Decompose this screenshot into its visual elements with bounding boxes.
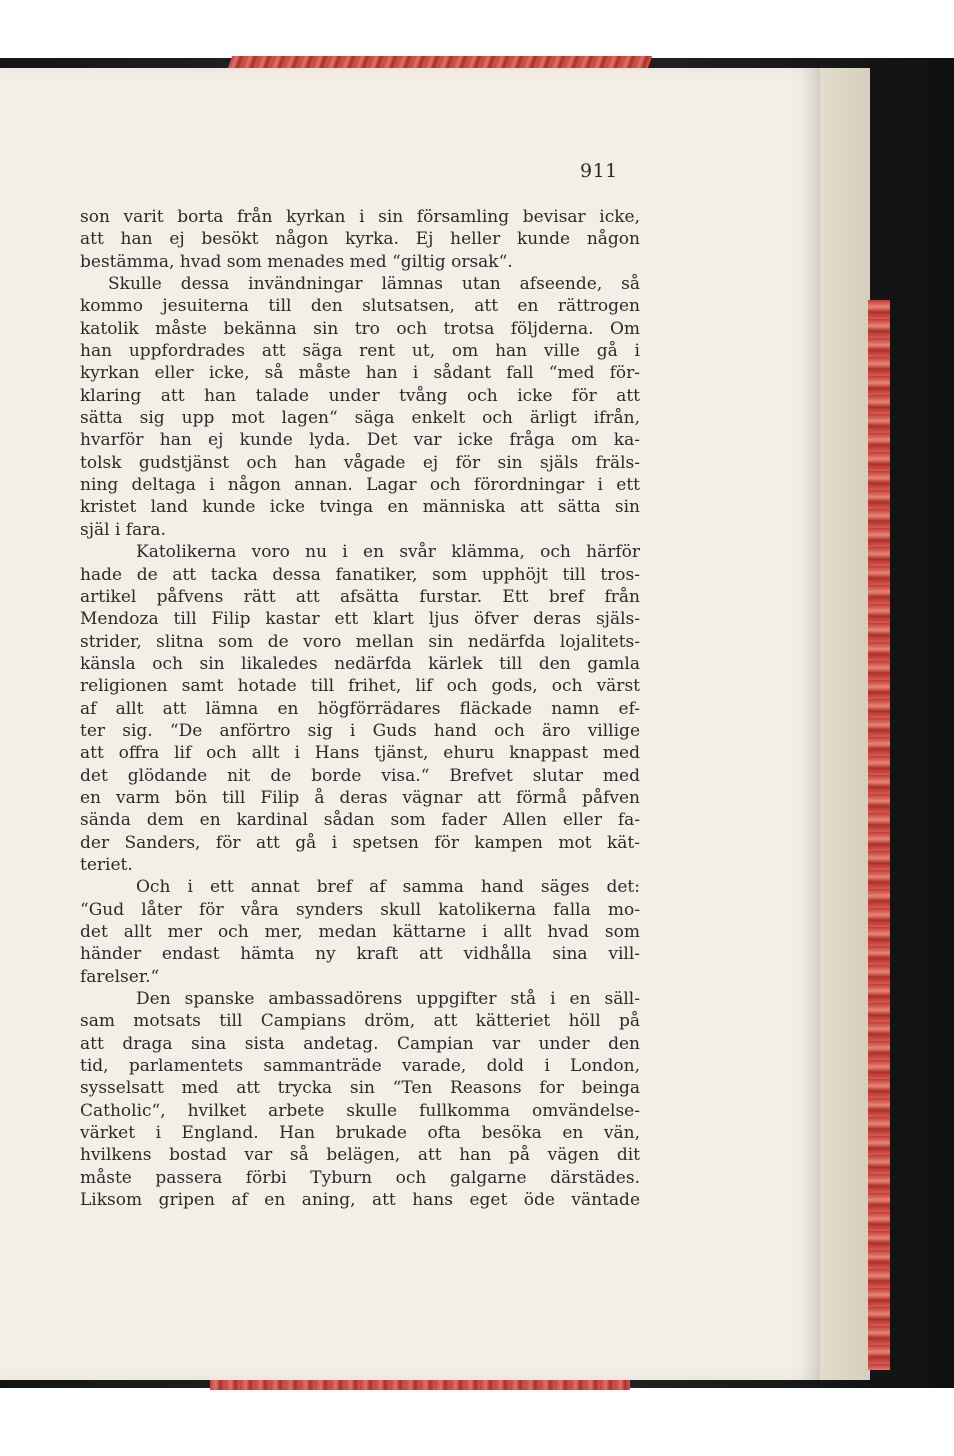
text-line: son varit borta från kyrkan i sin församling bevisar icke, [80, 207, 640, 227]
text-line: händer endast hämta ny kraft att vidhålla sina vill- [80, 944, 640, 965]
text-line: det allt mer och mer, medan kättarne i allt hvad som [80, 922, 640, 942]
text-line: känsla och sin likaledes nedärfda kärlek till den gamla [80, 653, 640, 674]
text-line: kyrkan eller icke, så måste han i sådant fall “med för- [80, 363, 640, 384]
text-line: katolik måste bekänna sin tro och trotsa följderna. Om [80, 318, 640, 339]
text-line: bestämma, hvad som menades med “giltig orsak“. [80, 251, 513, 272]
text-line: Liksom gripen af en aning, att hans eget öde väntade [80, 1190, 640, 1211]
text-line: hvarför han ej kunde lyda. Det var icke fråga om ka- [80, 430, 640, 451]
text-line: artikel påfvens rätt att afsätta furstar. Ett bref från [80, 586, 640, 607]
text-line: “Gud låter för våra synders skull katolikerna falla mo- [80, 899, 640, 920]
text-line: värket i England. Han brukade ofta besöka en vän, [80, 1123, 640, 1144]
text-line: hade de att tacka dessa fanatiker, som upphöjt till tros- [80, 564, 640, 585]
text-line: Skulle dessa invändningar lämnas utan afseende, så [108, 274, 640, 295]
text-line: der Sanders, för att gå i spetsen för kampen mot kät- [80, 832, 640, 853]
text-line: strider, slitna som de voro mellan sin nedärfda lojalitets- [80, 631, 640, 652]
page-edge-right [868, 300, 890, 1370]
page-number: 911 [580, 160, 618, 182]
body-text [80, 206, 640, 1211]
text-line: hvilkens bostad var så belägen, att han på vägen dit [80, 1145, 640, 1166]
text-line: Och i ett annat bref af samma hand säges det: [136, 877, 640, 898]
text-line: ter sig. “De anförtro sig i Guds hand och äro villige [80, 720, 640, 741]
text-line: Katolikerna voro nu i en svår klämma, och härför [136, 542, 640, 563]
text-line: att han ej besökt någon kyrka. Ej heller kunde någon [80, 229, 640, 250]
text-line: sända dem en kardinal sådan som fader Allen eller fa- [80, 810, 640, 831]
text-line: tid, parlamentets sammanträde varade, dold i London, [80, 1056, 640, 1077]
text-line: af allt att lämna en högförrädares fläckade namn ef- [80, 698, 640, 719]
text-line: tolsk gudstjänst och han vågade ej för sin själs fräls- [80, 452, 640, 473]
text-line: en varm bön till Filip å deras vägnar att förmå påfven [80, 787, 640, 808]
text-line: Mendoza till Filip kastar ett klart ljus öfver deras själs- [80, 609, 640, 630]
text-line: det glödande nit de borde visa.“ Brefvet slutar med [80, 765, 640, 786]
text-line: att offra lif och allt i Hans tjänst, ehuru knappast med [80, 743, 640, 764]
text-line: måste passera förbi Tyburn och galgarne därstädes. [80, 1167, 640, 1188]
text-line: klaring att han talade under tvång och icke för att [80, 385, 640, 406]
text-line: att draga sina sista andetag. Campian var under den [80, 1033, 640, 1054]
text-line: kristet land kunde icke tvinga en människa att sätta sin [80, 497, 640, 518]
text-line: Den spanske ambassadörens uppgifter stå i en säll- [136, 989, 640, 1010]
text-line: religionen samt hotade till frihet, lif och gods, och värst [80, 676, 640, 697]
text-line: farelser.“ [80, 966, 160, 987]
text-line: sam motsats till Campians dröm, att kätteriet höll på [80, 1011, 640, 1032]
text-line: själ i fara. [80, 519, 166, 540]
text-line: kommo jesuiterna till den slutsatsen, att en rättrogen [80, 296, 640, 317]
text-line: ning deltaga i någon annan. Lagar och förordningar i ett [80, 475, 640, 496]
text-line: teriet. [80, 854, 133, 875]
text-line: han uppfordrades att säga rent ut, om han ville gå i [80, 341, 640, 362]
text-line: sätta sig upp mot lagen“ säga enkelt och ärligt ifrån, [80, 408, 640, 429]
text-line: Catholic“, hvilket arbete skulle fullkomma omvändelse- [80, 1100, 640, 1121]
page-edge-top [228, 56, 652, 68]
text-line: sysselsatt med att trycka sin “Ten Reasons for beinga [80, 1078, 640, 1099]
